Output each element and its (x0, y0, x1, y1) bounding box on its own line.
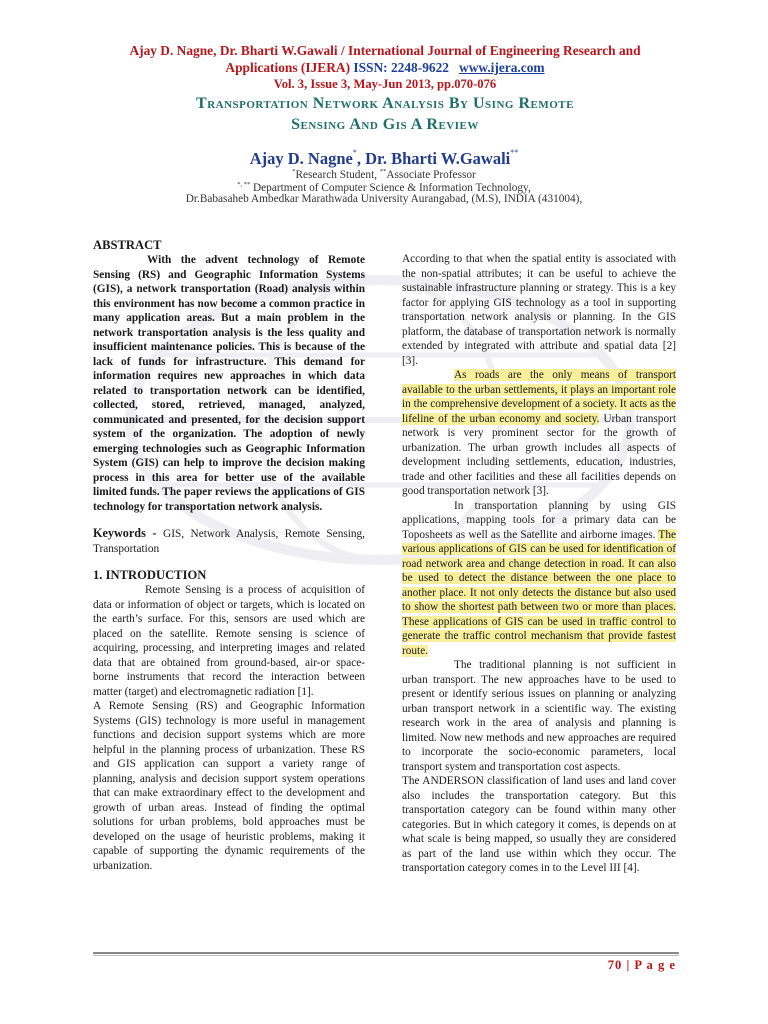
right-paragraph-1: According to that when the spatial entity is associated with the non-spatial attributes; it can be useful to achieve the sustainable infrastructure planning or strategy. This is a key factor for applying GIS technology as a tool in supporting transportation network analysis or planning. In the GIS platform, the database of transportation network is normally extended by integrated with attribute and spatial data [2] [3]. (402, 253, 676, 367)
right-paragraph-4: The traditional planning is not sufficient in urban transport. The new approaches have to be used to present or identify serious issues on planning or analyzing urban transport network in a scientific way. The existing research work in the area of analysis and planning is limited. Now new methods and new approaches are required to incorporate the socio-economic parameters, local transport system and transportation cost aspects. (402, 659, 676, 773)
section-heading-introduction: 1. INTRODUCTION (93, 568, 207, 582)
paper-title-line1: Transportation Network Analysis By Using Remote (196, 95, 574, 112)
page-number: 70 | P a g e (607, 958, 676, 972)
author-2-mark: ** (510, 148, 519, 157)
paragraph-text: In transportation planning by using GIS applications, mapping tools for a primary data can be Toposheets as well as the Satellite and airborne images. (402, 499, 676, 541)
right-paragraph-3 (402, 499, 676, 659)
left-column (93, 238, 365, 873)
right-paragraph-5: The ANDERSON classification of land uses and land cover also includes the transportation category. But this transportation category can be found within many other categories. But in which category it comes, is depends on at what scale is being mapped, so usually they are considered as part of the land use within which they occur. The transportation category comes in to the Level III [4]. (402, 775, 676, 874)
author-separator: , (356, 149, 366, 168)
right-paragraph-2 (402, 368, 676, 499)
journal-header-line1: Ajay D. Nagne, Dr. Bharti W.Gawali / International Journal of Engineering Research and (129, 43, 641, 58)
role-mark-2: ** (379, 168, 387, 175)
paper-title-line2: Sensing And Gis A Review (291, 116, 479, 133)
role-2: Associate Professor (386, 169, 476, 181)
intro-paragraph-2: A Remote Sensing (RS) and Geographic Information Systems (GIS) technology is more useful in management functions and decision support systems which are more helpful in the planning process of urbanization. These RS and GIS application can support a variety range of planning, analysis and decision support system operations that can make extraordinary effect to the development and growth of urban areas. Instead of finding the optimal solutions for urban problems, bold approaches must be developed on the usage of heuristic problems, making it capable of supporting the dynamic requirements of the urbanization. (93, 700, 365, 872)
keywords-label: Keywords - (93, 526, 157, 540)
keywords-text: GIS, Network Analysis, Remote Sensing, Transportation (93, 528, 366, 555)
author-1: Ajay D. Nagne (249, 149, 353, 168)
role-mark-1: * (292, 168, 296, 175)
journal-abbrev: Applications (IJERA) (225, 60, 351, 75)
abstract-heading: ABSTRACT (93, 238, 162, 252)
footer-rule-thin (93, 955, 679, 956)
keywords (93, 526, 365, 556)
department-mark: *, ** (237, 181, 251, 188)
issn: ISSN: 2248-9622 (353, 60, 449, 75)
highlighted-text: The various applications of GIS can be used for identification of road network area and change detection in road. It can also be used to detect the distance between the one place to another place. It not only detects the distance but also used to show the shortest path between two or more than places. These applications of GIS can be used in traffic control to generate the traffic control mechanism that provide fastest route. (402, 528, 676, 657)
paragraph-text: Urban transport network is very prominent sector for the growth of urbanization. The urban growth includes all aspects of development including settlements, education, industries, trade and other facilities and these all facilities depends on good transportation network [3]. (402, 412, 676, 497)
intro-paragraph-1: Remote Sensing is a process of acquisition of data or information of object or targets, which is located on the earth’s surface. For this, sensors are used which are placed on the satellite. Remote sensing is science of acquiring, processing, and interpreting images and related data that are obtained from ground-based, air-or space-borne instruments that record the interaction between matter (target) and electromagnetic radiation [1]. (93, 584, 365, 698)
author-1-mark: * (352, 148, 357, 157)
journal-url-link[interactable]: www.ijera.com (459, 60, 545, 75)
journal-header-line2 (60, 59, 710, 77)
journal-volume: Vol. 3, Issue 3, May-Jun 2013, pp.070-076 (273, 77, 497, 91)
abstract-body: With the advent technology of Remote Sensing (RS) and Geographic Information Systems (GIS), a network transportation (Road) analysis within this environment has now become a common practice in many application areas. But a main problem in the network transportation analysis is the less quality and insufficient maintenance policies. This is because of the lack of funds for infrastructure. This demand for information requires new approaches in which data related to transportation network can be identified, collected, stored, retrieved, managed, analyzed, communicated and presented, for the decision support system of the organization. The adoption of newly emerging technologies such as Geographic Information System (GIS) can help to improve the decision making process in this area for better use of the available limited funds. The paper reviews the applications of GIS technology for transportation network analysis. (93, 254, 365, 513)
role-1: Research Student, (295, 169, 380, 181)
author-2: Dr. Bharti W.Gawali (365, 149, 511, 168)
footer-rule (93, 952, 679, 954)
department-text: Department of Computer Science & Information Technology, (250, 182, 531, 194)
right-column (402, 252, 676, 876)
highlighted-text: As roads are the only means of transport available to the urban settlements, it plays an important role in the comprehensive development of a society. It acts as the lifeline of the urban economy and society. (402, 369, 676, 425)
affiliation-university: Dr.Babasaheb Ambedkar Marathwada University Aurangabad, (M.S), INDIA (431004), (185, 193, 583, 205)
